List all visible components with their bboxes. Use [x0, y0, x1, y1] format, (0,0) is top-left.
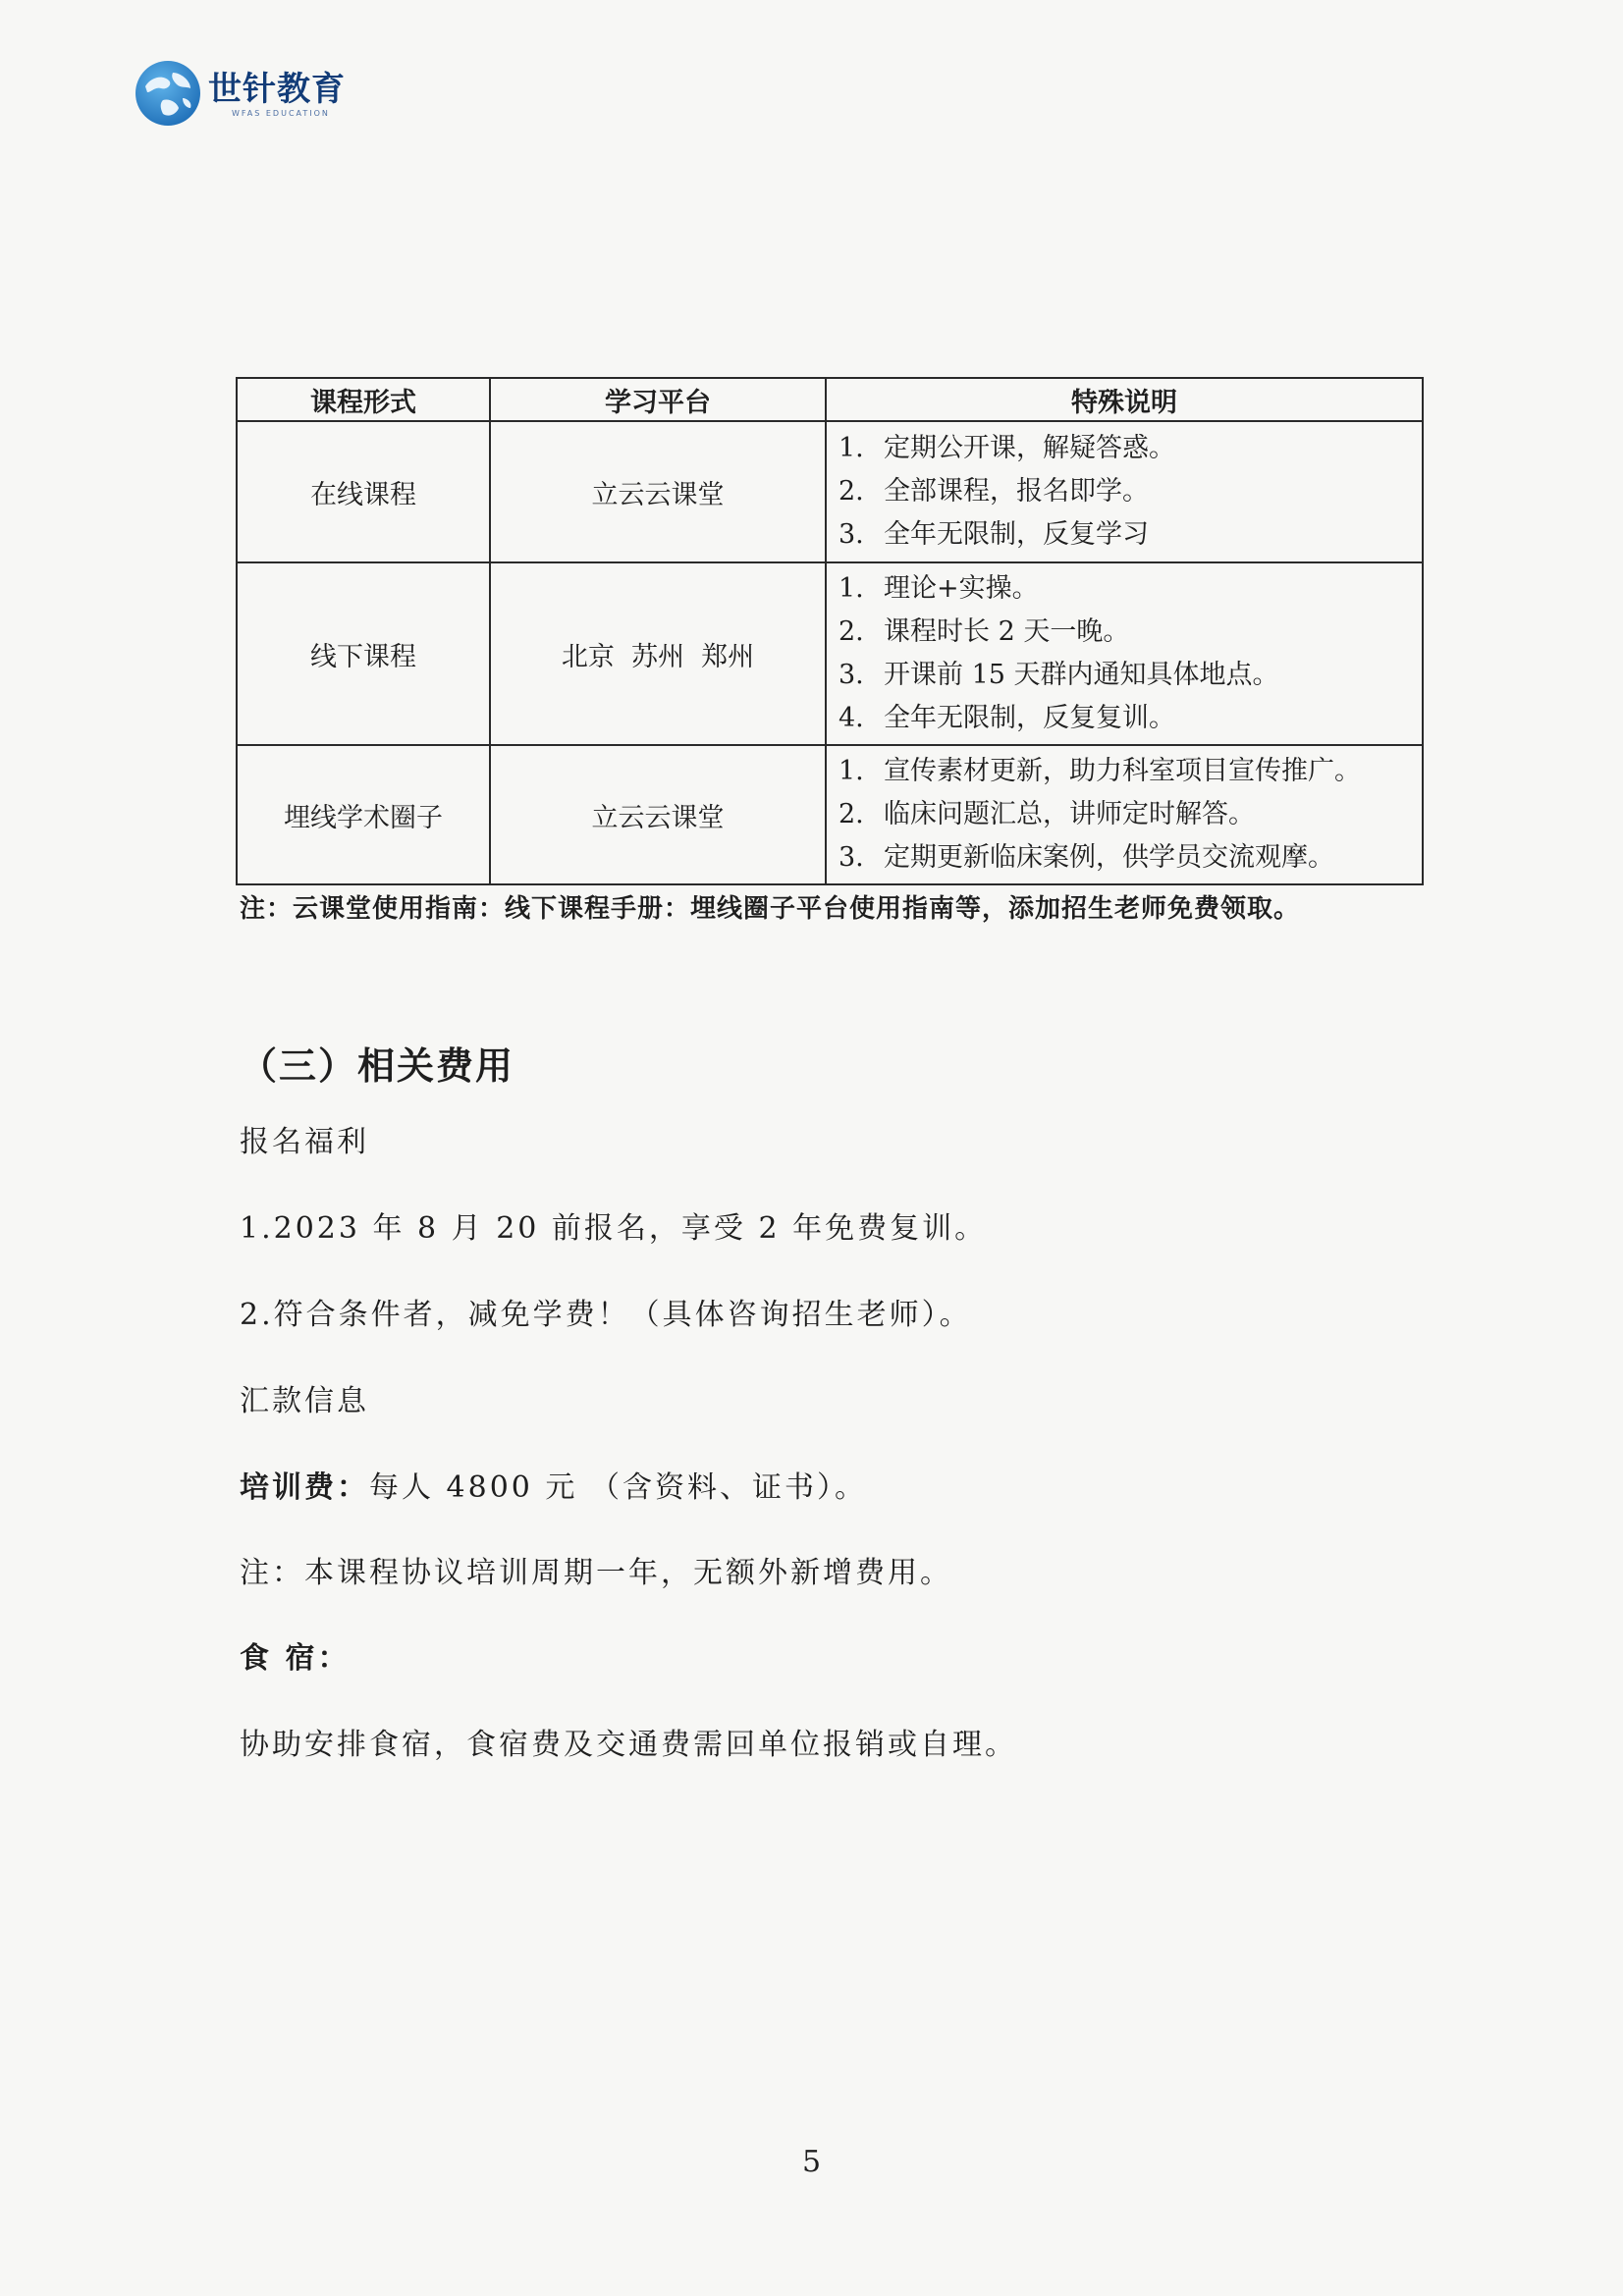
- benefit-2: 2.符合条件者，减免学费！（具体咨询招生老师）。: [240, 1298, 972, 1332]
- table-row: [237, 421, 1423, 562]
- note-item: 3. 定期更新临床案例，供学员交流观摩。: [839, 842, 1334, 873]
- benefit-1: 1.2023 年 8 月 20 前报名，享受 2 年免费复训。: [240, 1211, 988, 1246]
- section-title: （三）相关费用: [240, 1044, 515, 1088]
- note-item: 1. 定期公开课，解疑答惑。: [839, 433, 1175, 463]
- course-platform: 立云云课堂: [490, 745, 826, 884]
- course-platform: 北京 苏州 郑州: [490, 562, 826, 745]
- course-format: 埋线学术圈子: [237, 745, 490, 884]
- logo: [134, 59, 346, 128]
- note-item: 3. 全年无限制，反复学习: [839, 519, 1149, 550]
- fee-line: [240, 1463, 867, 1506]
- course-notes: [826, 562, 1423, 745]
- table-note: 注：云课堂使用指南：线下课程手册：埋线圈子平台使用指南等，添加招生老师免费领取。: [240, 894, 1301, 924]
- table-header-row: [237, 378, 1423, 421]
- logo-name-en: WFAS EDUCATION: [232, 108, 330, 118]
- course-platform: 立云云课堂: [490, 421, 826, 562]
- lodging-text: 协助安排食宿，食宿费及交通费需回单位报销或自理。: [240, 1728, 1017, 1762]
- fee-text: 每人 4800 元 （含资料、证书）。: [369, 1470, 867, 1505]
- table-header-notes: 特殊说明: [826, 378, 1423, 421]
- note-item: 2. 临床问题汇总，讲师定时解答。: [839, 799, 1255, 829]
- course-notes: [826, 421, 1423, 562]
- course-notes: [826, 745, 1423, 884]
- table-row: [237, 745, 1423, 884]
- lodging-label: 食 宿：: [240, 1641, 351, 1676]
- note-item: 2. 全部课程，报名即学。: [839, 476, 1149, 507]
- course-format: 线下课程: [237, 562, 490, 745]
- note-item: 2. 课程时长 2 天一晚。: [839, 616, 1130, 647]
- course-format: 在线课程: [237, 421, 490, 562]
- note-item: 1. 理论+实操。: [839, 573, 1039, 604]
- fee-label: 培训费：: [240, 1470, 369, 1505]
- table-header-platform: 学习平台: [490, 378, 826, 421]
- fee-note: 注：本课程协议培训周期一年，无额外新增费用。: [240, 1556, 952, 1590]
- table-row: [237, 562, 1423, 745]
- globe-icon: [134, 59, 202, 128]
- note-item: 3. 开课前 15 天群内通知具体地点。: [839, 660, 1279, 690]
- benefits-label: 报名福利: [240, 1125, 369, 1159]
- course-table: [236, 377, 1424, 885]
- remit-label: 汇款信息: [240, 1384, 369, 1418]
- logo-name-cn: 世针教育: [208, 69, 346, 109]
- note-item: 1. 宣传素材更新，助力科室项目宣传推广。: [839, 756, 1361, 786]
- page-number: 5: [801, 2145, 822, 2179]
- note-item: 4. 全年无限制，反复复训。: [839, 703, 1175, 733]
- table-header-format: 课程形式: [237, 378, 490, 421]
